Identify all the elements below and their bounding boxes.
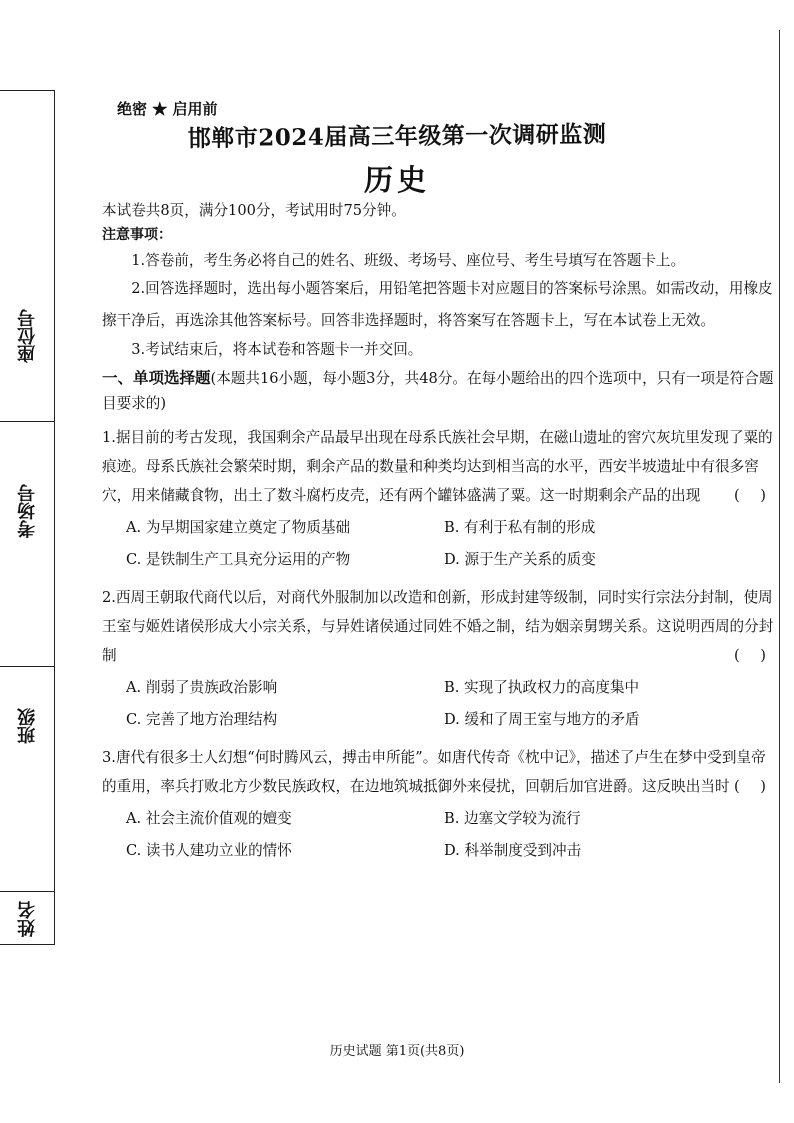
option-d: D. 缓和了周王室与地方的矛盾	[444, 711, 640, 728]
option-b: B. 实现了执政权力的高度集中	[444, 679, 640, 696]
binding-margin	[0, 90, 55, 945]
exam-summary: 本试卷共8页，满分100分，考试用时75分钟。	[102, 202, 406, 219]
option-d: D. 源于生产关系的质变	[444, 551, 596, 568]
option-a: A. 为早期国家建立奠定了物质基础	[126, 519, 351, 536]
question	[102, 583, 774, 736]
question	[102, 743, 774, 867]
note-item: 3.考试结束后，将本试卷和答题卡一并交回。	[131, 341, 423, 358]
answer-blank: ( )	[733, 647, 774, 664]
option-c: C. 是铁制生产工具充分运用的产物	[126, 551, 351, 568]
notes-heading: 注意事项：	[102, 227, 172, 243]
section-header	[102, 366, 774, 416]
section-title: 一、单项选择题	[102, 369, 211, 387]
question-stem: 3.唐代有很多士人幻想“何时腾风云，搏击申所能”。如唐代传奇《枕中记》，描述了卢生在梦中受到皇帝的重用，率兵打败北方少数民族政权，在边地筑城抵御外来侵扰，回朝后加官进爵。这反映出当时	[102, 749, 766, 795]
exam-room-label: 考场号	[17, 484, 38, 538]
margin-divider	[0, 891, 55, 892]
option-d: D. 科举制度受到冲击	[444, 842, 582, 859]
option-b: B. 有利于私有制的形成	[444, 519, 596, 536]
section-description: (本题共16小题，每小题3分，共48分。在每小题给出的四个选项中，只有一项是符合题目要求的)	[102, 370, 774, 412]
question	[102, 423, 774, 576]
name-label: 姓名	[17, 901, 38, 937]
option-a: A. 削弱了贵族政治影响	[126, 679, 278, 696]
margin-divider	[0, 666, 55, 667]
seat-number-label: 座位号	[17, 309, 38, 363]
question-stem: 2.西周王朝取代商代以后，对商代外服制加以改造和创新，形成封建等级制，同时实行宗法分封制，使周王室与姬姓诸侯形成大小宗关系，与异姓诸侯通过同姓不婚之制，结为姻亲舅甥关系。这说明西周的分封制	[102, 589, 774, 664]
option-a: A. 社会主流价值观的嬗变	[126, 810, 292, 827]
option-c: C. 完善了地方治理结构	[126, 711, 278, 728]
page-footer: 历史试题 第1页(共8页)	[329, 1044, 465, 1059]
margin-divider	[0, 421, 55, 422]
question-stem: 1.据目前的考古发现，我国剩余产品最早出现在母系氏族社会早期，在磁山遗址的窖穴灰坑里发现了粟的痕迹。母系氏族社会繁荣时期，剩余产品的数量和种类均达到相当高的水平，西安半坡遗址中有很多窖穴，用来储藏食物，出土了数斗腐朽皮壳，还有两个罐钵盛满了粟。这一时期剩余产品的出现	[102, 429, 773, 504]
note-item: 2.回答选择题时，选出每小题答案后，用铅笔把答题卡对应题目的答案标号涂黑。如需改动，用橡皮擦干净后，再选涂其他答案标号。回答非选择题时，将答案写在答题卡上，写在本试卷上无效。	[102, 280, 773, 329]
option-b: B. 边塞文学较为流行	[444, 810, 581, 827]
subject-title: 历史	[363, 163, 430, 197]
answer-blank: ( )	[733, 487, 774, 504]
answer-blank: ( )	[733, 778, 774, 795]
confidential-tag: 绝密 ★ 启用前	[117, 100, 218, 118]
option-c: C. 读书人建功立业的情怀	[126, 842, 292, 859]
note-item: 1.答卷前，考生务必将自己的姓名、班级、考场号、座位号、考生号填写在答题卡上。	[131, 252, 686, 269]
exam-content	[102, 198, 774, 867]
class-label: 班级	[17, 708, 38, 744]
exam-title: 邯郸市2024届高三年级第一次调研监测	[187, 120, 607, 153]
